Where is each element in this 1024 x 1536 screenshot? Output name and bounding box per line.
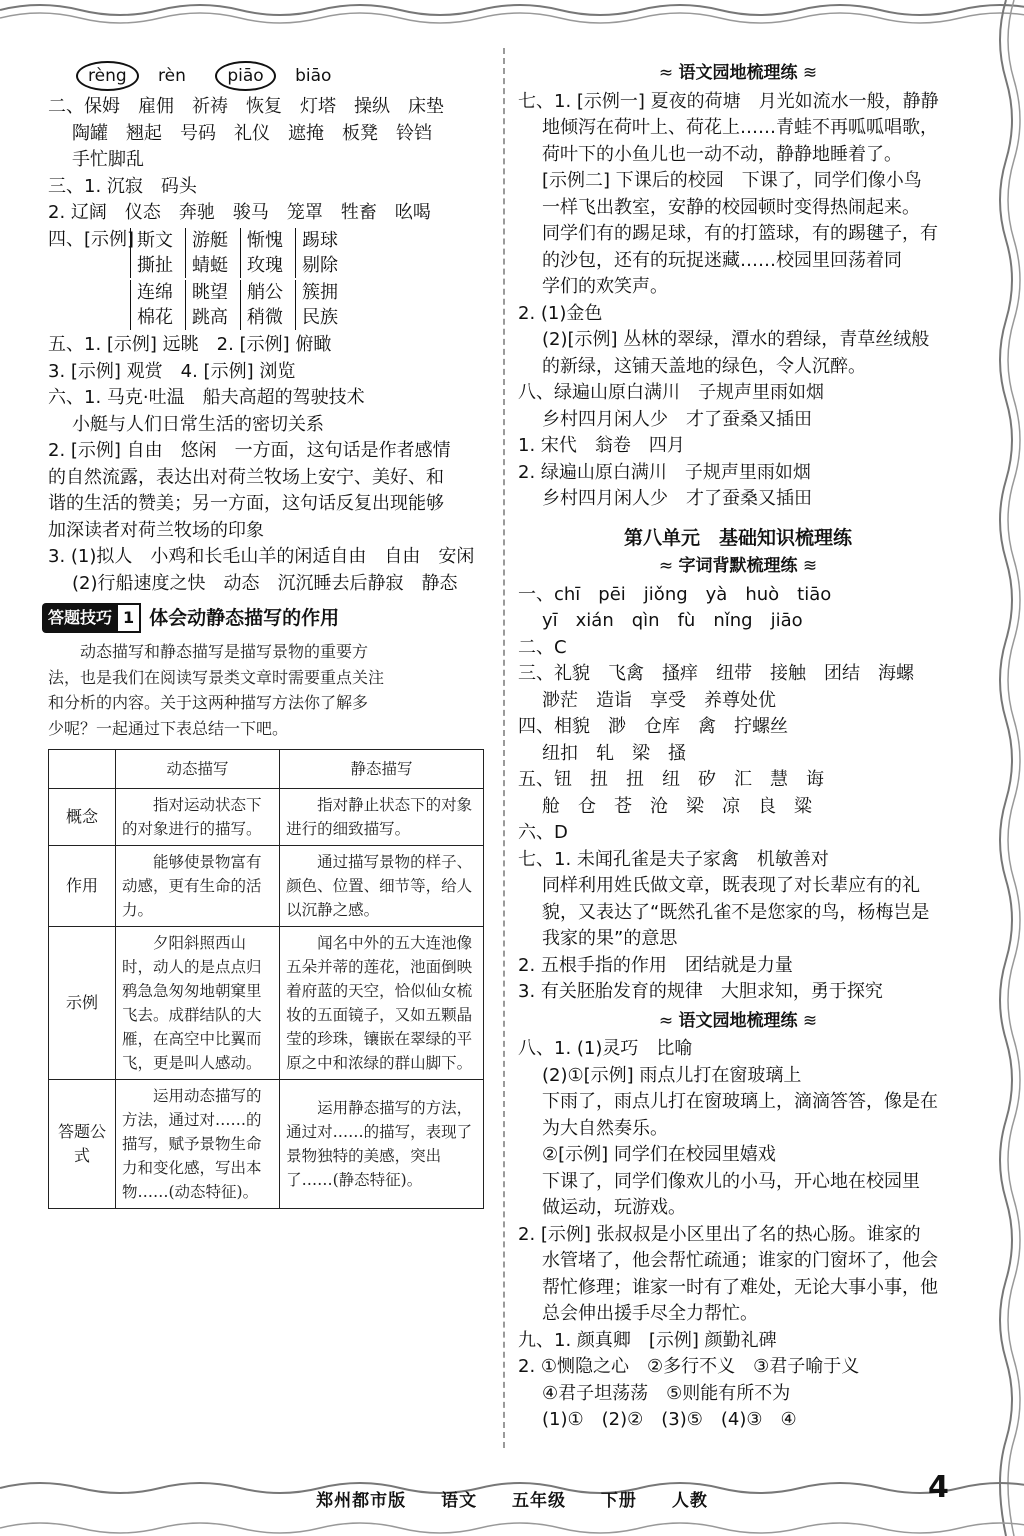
intro-line: 动态描写和静态描写是描写景物的重要方: [48, 642, 369, 661]
pinyin-circled: piāo: [215, 61, 275, 91]
word-pair: [130, 228, 173, 278]
row-label: 概念: [49, 789, 116, 846]
answer-line: 一样飞出教室，安静的校园顿时变得热闹起来。: [542, 196, 920, 218]
word: 眺望: [192, 282, 228, 303]
answer-line: 乡村四月闲人少 才了蚕桑又插田: [542, 488, 812, 509]
answer-line: 2. (1)金色: [518, 302, 603, 324]
answer-line: 九、1. 颜真卿 [示例] 颜勤礼碑: [518, 1329, 777, 1351]
answer-line: 2. 绿遍山原白满川 子规声里雨如烟: [518, 461, 811, 483]
left-answers-b: [48, 332, 488, 597]
word: 斯文: [137, 230, 173, 251]
intro-line: 和分析的内容。关于这两种描写方法你了解多: [48, 693, 369, 712]
row-label: 示例: [49, 927, 116, 1080]
answer-line: 同样利用姓氏做文章，既表现了对长辈应有的礼: [542, 875, 920, 896]
answer-line: 二、保姆 雇佣 祈祷 恢复 灯塔 操纵 床垫: [48, 96, 444, 117]
intro-line: 少呢？一起通过下表总结一下吧。: [48, 718, 289, 738]
wave-icon: ≈: [658, 63, 679, 83]
tip-intro: [48, 639, 488, 741]
pinyin-plain: rèn: [158, 66, 186, 86]
answer-line: 的自然流露，表达出对荷兰牧场上安宁、美好、和: [48, 466, 444, 488]
word: 惭愧: [247, 230, 283, 251]
left-answers-a: [48, 94, 488, 227]
answer-line: ④君子坦荡荡 ⑤则能有所不为: [542, 1382, 791, 1404]
answer-line: 水管堵了，他会帮忙疏通；谁家的门窗坏了，他会: [542, 1250, 938, 1271]
answer-line: (2)行船速度之快 动态 沉沉睡去后静寂 静态: [72, 572, 458, 594]
pinyin-plain: biāo: [295, 66, 332, 86]
word-pair: [240, 280, 283, 330]
word-pair: [185, 280, 228, 330]
answer-line: 学们的欢笑声。: [542, 276, 668, 297]
word: 稍微: [247, 307, 283, 328]
tip-badge: 答题技巧: [42, 603, 118, 634]
left-column: [48, 58, 488, 1209]
tip-number: 1: [116, 603, 141, 634]
row-label: 答题公式: [49, 1080, 116, 1209]
answer-line: 同学们有的踢足球，有的打篮球，有的踢毽子，有: [542, 223, 938, 244]
answer-line: 手忙脚乱: [72, 149, 144, 170]
answer-line: 陶罐 翘起 号码 礼仪 遮掩 板凳 铃铛: [72, 122, 432, 144]
wave-icon: ≋: [797, 556, 818, 576]
answer-line: 2. [示例] 张叔叔是小区里出了名的热心肠。谁家的: [518, 1223, 921, 1245]
answer-line: 五、1. [示例] 远眺 2. [示例] 俯瞰: [48, 334, 332, 355]
word-pair: [295, 280, 338, 330]
row-label: 作用: [49, 846, 116, 927]
word-pair: [240, 228, 283, 278]
table-row: [49, 927, 484, 1080]
table-row: [49, 1080, 484, 1209]
answer-line: 七、1. [示例一] 夏夜的荷塘 月光如流水一般，静静: [518, 90, 939, 112]
pinyin-row: [48, 58, 488, 94]
word: 玫瑰: [247, 255, 283, 276]
answer-line: 八、1. (1)灵巧 比喻: [518, 1038, 693, 1059]
answer-line: 2. 辽阔 仪态 奔驰 骏马 笼罩 牲畜 吆喝: [48, 202, 431, 223]
answer-line: (2)[示例] 丛林的翠绿，潭水的碧绿，青草丝绒般: [542, 329, 930, 350]
answer-line: 2. 五根手指的作用 团结就是力量: [518, 954, 793, 976]
answer-line: 一、chī pēi jiǒng yà huò tiāo: [518, 583, 832, 605]
answer-line: 的新绿，这铺天盖地的绿色，令人沉醉。: [542, 355, 866, 377]
answer-line: [示例二] 下课后的校园 下课了，同学们像小鸟: [542, 170, 922, 191]
q4-word-groups-row2: [48, 280, 488, 330]
answer-line: (2)①[示例] 雨点儿打在窗玻璃上: [542, 1064, 802, 1086]
right-wave-border: [994, 0, 1024, 1536]
answer-line: 为大自然奏乐。: [542, 1117, 668, 1139]
word-pair: [185, 228, 228, 278]
answer-line: 六、D: [518, 822, 568, 843]
answer-line: 小艇与人们日常生活的密切关系: [72, 413, 324, 435]
description-table: [48, 749, 484, 1209]
section-heading: ≈ 字词背默梳理练 ≋: [658, 556, 818, 576]
right-answers-2: [518, 582, 958, 1006]
answer-line: 七、1. 未闻孔雀是夫子家禽 机敏善对: [518, 848, 829, 870]
table-row: [49, 789, 484, 846]
cell-static: 通过描写景物的样子、颜色、位置、细节等，给人以沉静之感。: [280, 846, 484, 927]
answer-line: 乡村四月闲人少 才了蚕桑又插田: [542, 408, 812, 430]
answer-line: 三、礼貌 飞禽 搔痒 纽带 接触 团结 海螺: [518, 663, 914, 684]
answer-line: 3. (1)拟人 小鸡和长毛山羊的闲适自由 自由 安闲: [48, 546, 475, 567]
answer-line: 帮忙修理；谁家一时有了难处，无论大事小事，他: [542, 1276, 938, 1298]
word: 连绵: [137, 282, 173, 303]
footer-item: 五年级: [512, 1491, 566, 1511]
footer-item: 语文: [441, 1491, 478, 1511]
answer-line: 3. [示例] 观赏 4. [示例] 浏览: [48, 360, 296, 382]
word: 簇拥: [302, 282, 338, 303]
page-number: 4: [928, 1470, 949, 1505]
answer-line: 地倾泻在荷叶上、荷花上……青蛙不再呱呱唱歌，: [542, 117, 938, 138]
footer-item: 人教: [671, 1491, 708, 1511]
cell-dynamic: 夕阳斜照西山时，动人的是点点归鸦急急匆匆地朝窠里飞去。成群结队的大雁，在高空中比翼而飞，更是叫人感动。: [116, 927, 280, 1080]
word: 棉花: [137, 307, 173, 328]
word: 踢球: [302, 230, 338, 251]
answer-line: 我家的果”的意思: [542, 928, 678, 949]
word: 民族: [302, 307, 338, 328]
word: 游艇: [192, 230, 228, 251]
pinyin-circled: rèng: [76, 61, 139, 91]
word: 蜻蜓: [192, 255, 228, 276]
table-row: [49, 846, 484, 927]
answer-line: 谐的生活的赞美；另一方面，这句话反复出现能够: [48, 493, 444, 514]
answer-line: (1)① (2)② (3)⑤ (4)③ ④: [542, 1409, 797, 1430]
cell-static: 闻名中外的五大连池像五朵并蒂的莲花，池面倒映着府蓝的天空，恰似仙女梳妆的五面镜子，又如五颗晶莹的珍珠，镶嵌在翠绿的平原之中和浓绿的群山脚下。: [280, 927, 484, 1080]
column-divider: [503, 48, 505, 1448]
answer-line: 做运动，玩游戏。: [542, 1197, 686, 1218]
answer-line: 三、1. 沉寂 码头: [48, 175, 197, 197]
answer-line: 下雨了，雨点儿打在窗玻璃上，滴滴答答，像是在: [542, 1091, 938, 1112]
answer-line: 四、相貌 渺 仓库 禽 拧螺丝: [518, 716, 788, 737]
answer-line: 1. 宋代 翁卷 四月: [518, 435, 685, 456]
q4-label: 四、[示例]: [48, 228, 135, 250]
tip-title: 体会动静态描写的作用: [149, 606, 340, 629]
answer-line: 的沙包，还有的玩捉迷藏……校园里回荡着同: [542, 249, 902, 271]
cell-static: 运用静态描写的方法，通过对……的描写，表现了景物独特的美感，突出了……(静态特征)。: [280, 1080, 484, 1209]
right-answers-3: [518, 1036, 958, 1434]
wave-icon: ≋: [797, 63, 818, 83]
answer-line: 2. ①恻隐之心 ②多行不义 ③君子喻于义: [518, 1356, 860, 1377]
answer-line: 荷叶下的小鱼儿也一动不动，静静地睡着了。: [542, 143, 902, 165]
word-pair: [295, 228, 338, 278]
answer-line: 下课了，同学们像欢儿的小马，开心地在校园里: [542, 1170, 920, 1192]
right-column: [518, 58, 958, 1434]
wave-icon: ≈: [658, 1010, 679, 1031]
wave-icon: ≋: [797, 1010, 818, 1031]
cell-dynamic: 能够使景物富有动感，更有生命的活力。: [116, 846, 280, 927]
answer-line: ②[示例] 同学们在校园里嬉戏: [542, 1144, 776, 1165]
word: 艄公: [247, 282, 283, 303]
table-header-dynamic: 动态描写: [116, 750, 280, 789]
word: 撕扯: [137, 255, 173, 276]
section-heading: ≈ 语文园地梳理练 ≋: [658, 63, 818, 83]
unit-title: 第八单元 基础知识梳理练: [623, 526, 852, 549]
table-corner: [49, 750, 116, 789]
answer-line: 加深读者对荷兰牧场的印象: [48, 519, 264, 541]
cell-dynamic: 运用动态描写的方法，通过对……的描写，赋予景物生命力和变化感，写出本物……(动态特征)。: [116, 1080, 280, 1209]
answer-line: 总会伸出援手尽全力帮忙。: [542, 1303, 758, 1324]
intro-line: 法，也是我们在阅读写景类文章时需要重点关注: [48, 667, 385, 687]
word: 剔除: [302, 255, 338, 276]
footer-item: 郑州都市版: [316, 1491, 407, 1511]
top-wave-border: [0, 0, 1024, 28]
word: 跳高: [192, 307, 228, 328]
answer-line: 纽扣 轧 梁 搔: [542, 742, 686, 764]
answer-line: 二、C: [518, 636, 567, 658]
answer-line: 五、钮 扭 扭 纽 矽 汇 慧 诲: [518, 769, 824, 790]
wave-icon: ≈: [658, 556, 679, 576]
answer-line: 八、绿遍山原白满川 子规声里雨如烟: [518, 382, 824, 403]
answer-tip-header: [42, 603, 488, 633]
right-answers-1: [518, 89, 958, 513]
word-pair: [130, 280, 173, 330]
cell-dynamic: 指对运动状态下的对象进行的描写。: [116, 789, 280, 846]
section-heading: ≈ 语文园地梳理练 ≋: [658, 1010, 818, 1031]
answer-line: 2. [示例] 自由 悠闲 一方面，这句话是作者感情: [48, 440, 451, 461]
answer-line: 舱 仓 苍 沧 梁 凉 良 粱: [542, 795, 812, 817]
answer-line: 渺茫 造诣 享受 养尊处优: [542, 689, 776, 711]
page-footer: [0, 1486, 1024, 1511]
table-header-static: 静态描写: [280, 750, 484, 789]
footer-item: 下册: [600, 1491, 637, 1511]
answer-line: 3. 有关胚胎发育的规律 大胆求知，勇于探究: [518, 981, 883, 1002]
answer-line: 六、1. 马克·吐温 船夫高超的驾驶技术: [48, 387, 365, 408]
cell-static: 指对静止状态下的对象进行的细致描写。: [280, 789, 484, 846]
answer-line: yī xián qìn fù nǐng jiāo: [542, 610, 803, 631]
answer-line: 貌，又表达了“既然孔雀不是您家的鸟，杨梅岂是: [542, 901, 930, 923]
